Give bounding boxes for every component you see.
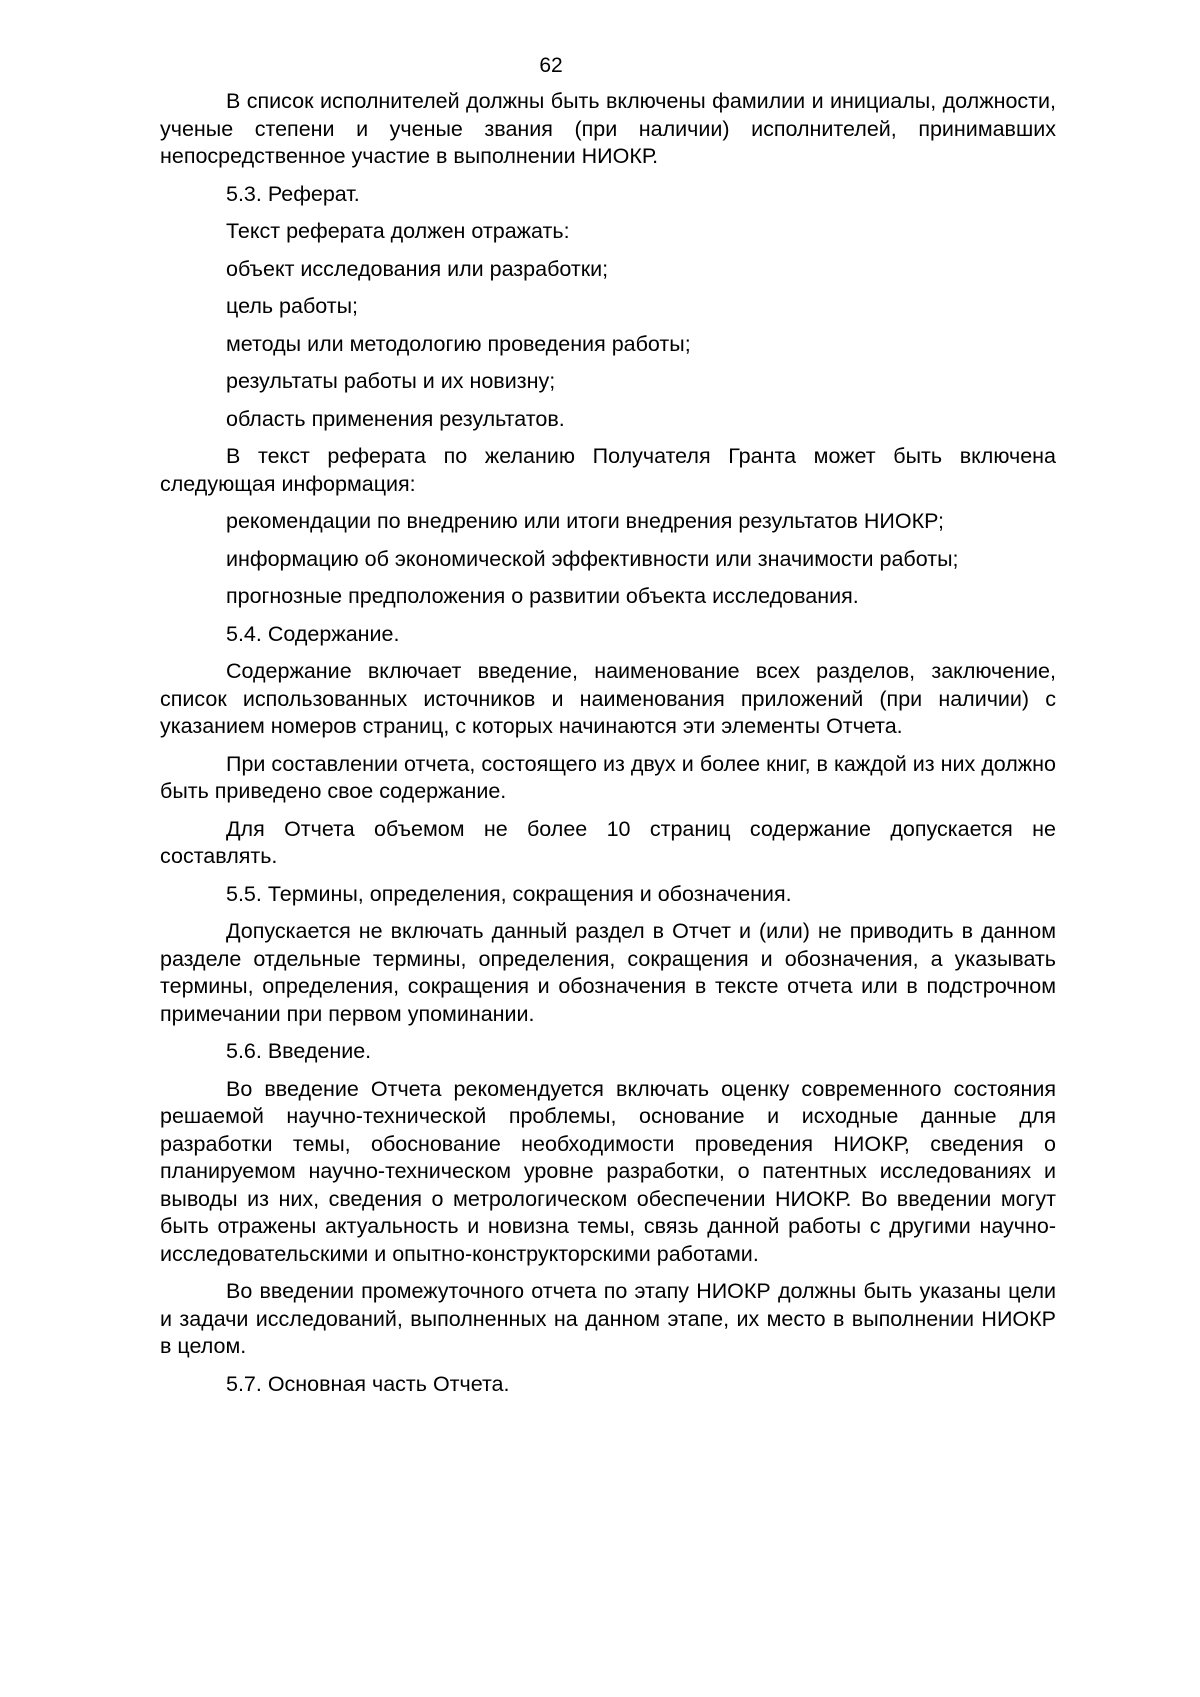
list-item: прогнозные предположения о развитии объекта исследования. [226, 584, 859, 608]
paragraph-terms: Допускается не включать данный раздел в Отчет и (или) не приводить в данном разделе отдельные термины, определения, сокращения и обозначения, а указывать термины, определения, сокращения и обозначения в тексте отчета или в подстрочном примечании при первом упоминании. [160, 919, 1056, 1026]
paragraph-optional-info: В текст реферата по желанию Получателя Гранта может быть включена следующая информация: [160, 444, 1056, 496]
section-heading-abstract: 5.3. Реферат. [226, 181, 360, 206]
list-item: информацию об экономической эффективности или значимости работы; [226, 546, 959, 571]
section-heading-terms: 5.5. Термины, определения, сокращения и обозначения. [226, 881, 792, 906]
document-body [160, 88, 1056, 1408]
paragraph-contents: Содержание включает введение, наименование всех разделов, заключение, список использованных источников и наименования приложений (при наличии) с указанием номеров страниц, с которых начинаются эти элементы Отчета. [160, 659, 1056, 738]
page-number: 62 [539, 54, 563, 77]
paragraph-multi-book: При составлении отчета, состоящего из двух и более книг, в каждой из них должно быть приведено свое содержание. [160, 751, 1056, 803]
paragraph-interim-introduction: Во введении промежуточного отчета по этапу НИОКР должны быть указаны цели и задачи исследований, выполненных на данном этапе, их место в выполнении НИОКР в целом. [160, 1279, 1056, 1358]
list-item: область применения результатов. [226, 406, 565, 431]
list-item: результаты работы и их новизну; [226, 369, 556, 393]
list-item: объект исследования или разработки; [226, 256, 609, 281]
section-heading-main-part: 5.7. Основная часть Отчета. [226, 1371, 510, 1396]
paragraph-executors-list: В список исполнителей должны быть включены фамилии и инициалы, должности, ученые степени и ученые звания (при наличии) исполнителей, принимавших непосредственное участие в выполнении НИОКР. [160, 89, 1056, 168]
list-item: рекомендации по внедрению или итоги внедрения результатов НИОКР; [226, 509, 944, 533]
paragraph-introduction: Во введение Отчета рекомендуется включать оценку современного состояния решаемой научно-технической проблемы, основание и исходные данные для разработки темы, обоснование необходимости проведения НИОКР, сведения о планируемом научно-техническом уровне разработки, о патентных исследованиях и выводы из них, сведения о метрологическом обеспечении НИОКР. Во введении могут быть отражены актуальность и новизна темы, связь данной работы с другими научно-исследовательскими и опытно-конструкторскими работами. [160, 1076, 1056, 1266]
paragraph-abstract-intro: Текст реферата должен отражать: [226, 219, 570, 243]
section-heading-introduction: 5.6. Введение. [226, 1039, 372, 1063]
list-item: цель работы; [226, 294, 359, 318]
paragraph-short-report: Для Отчета объемом не более 10 страниц содержание допускается не составлять. [160, 816, 1056, 868]
section-heading-contents: 5.4. Содержание. [226, 621, 400, 646]
list-item: методы или методологию проведения работы; [226, 331, 691, 356]
